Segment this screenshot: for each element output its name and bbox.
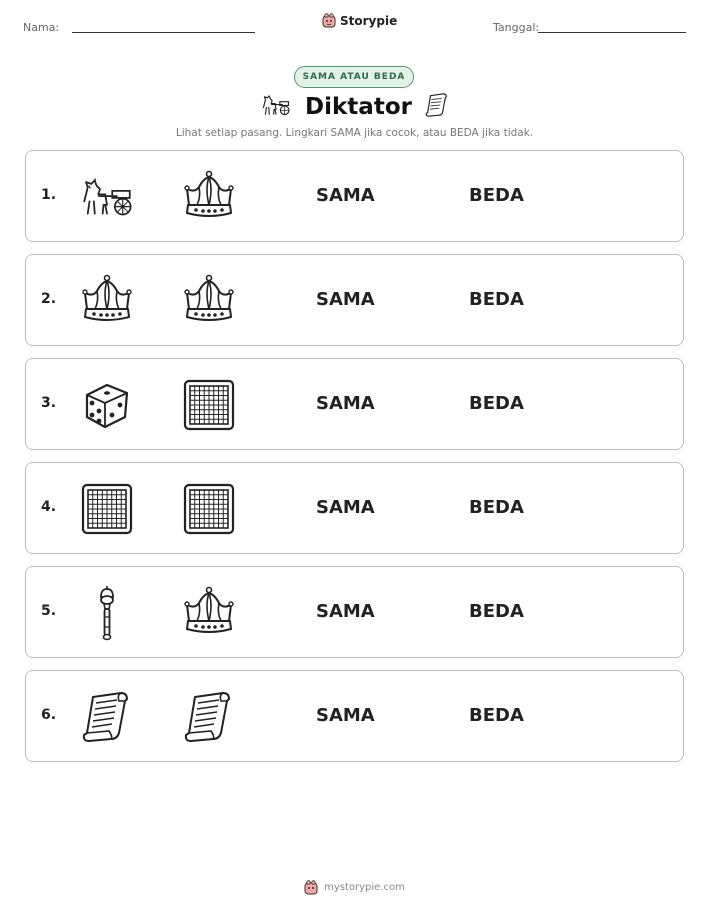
name-field-line[interactable] bbox=[72, 32, 255, 33]
crown-icon bbox=[79, 273, 135, 329]
crown-icon bbox=[181, 273, 237, 329]
same-option[interactable]: SAMA bbox=[316, 185, 375, 206]
same-option[interactable]: SAMA bbox=[316, 705, 375, 726]
different-option[interactable]: BEDA bbox=[469, 601, 524, 622]
storypie-logo-icon bbox=[304, 880, 318, 895]
question-number: 6. bbox=[41, 707, 57, 723]
different-option[interactable]: BEDA bbox=[469, 393, 524, 414]
same-option[interactable]: SAMA bbox=[316, 289, 375, 310]
crown-icon bbox=[181, 585, 237, 641]
different-option[interactable]: BEDA bbox=[469, 185, 524, 206]
scroll-icon bbox=[181, 689, 237, 745]
worksheet-title: Diktator bbox=[305, 94, 412, 120]
date-label: Tanggal: bbox=[493, 21, 540, 34]
name-label: Nama: bbox=[23, 21, 60, 34]
grid-icon bbox=[181, 481, 237, 537]
question-number: 1. bbox=[41, 187, 57, 203]
dice-icon bbox=[79, 377, 135, 433]
different-option[interactable]: BEDA bbox=[469, 705, 524, 726]
question-row bbox=[25, 462, 684, 554]
question-number: 2. bbox=[41, 291, 57, 307]
crown-icon bbox=[181, 169, 237, 225]
storypie-logo-icon bbox=[322, 13, 336, 28]
footer-site: mystorypie.com bbox=[324, 882, 405, 893]
question-number: 4. bbox=[41, 499, 57, 515]
question-row bbox=[25, 150, 684, 242]
different-option[interactable]: BEDA bbox=[469, 289, 524, 310]
question-row bbox=[25, 358, 684, 450]
question-number: 3. bbox=[41, 395, 57, 411]
scepter-icon bbox=[79, 585, 135, 641]
worksheet-header bbox=[0, 0, 709, 50]
brand-name: Storypie bbox=[340, 13, 398, 28]
scroll-icon bbox=[79, 689, 135, 745]
question-number: 5. bbox=[41, 603, 57, 619]
grid-icon bbox=[181, 377, 237, 433]
different-option[interactable]: BEDA bbox=[469, 497, 524, 518]
horse-carriage-icon bbox=[259, 93, 293, 121]
grid-icon bbox=[79, 481, 135, 537]
instructions-text: Lihat setiap pasang. Lingkari SAMA jika cocok, atau BEDA jika tidak. bbox=[175, 127, 534, 139]
title-row bbox=[0, 90, 709, 124]
same-option[interactable]: SAMA bbox=[316, 393, 375, 414]
date-field-line[interactable] bbox=[538, 32, 686, 33]
same-option[interactable]: SAMA bbox=[316, 601, 375, 622]
footer bbox=[0, 880, 709, 895]
question-row bbox=[25, 254, 684, 346]
horse-carriage-icon bbox=[79, 169, 135, 225]
scroll-icon bbox=[424, 91, 450, 123]
question-row bbox=[25, 566, 684, 658]
same-option[interactable]: SAMA bbox=[316, 497, 375, 518]
question-row bbox=[25, 670, 684, 762]
brand-logo bbox=[322, 13, 397, 28]
worksheet-type-badge: SAMA ATAU BEDA bbox=[294, 66, 414, 88]
